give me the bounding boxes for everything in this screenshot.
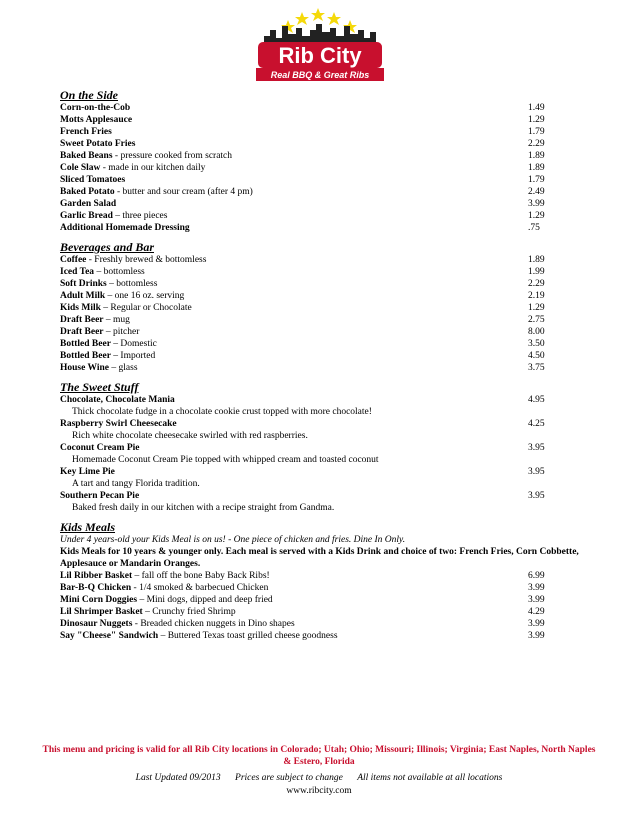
item-description: – fall off the bone Baby Back Ribs! [132, 571, 270, 581]
item-label [60, 186, 253, 198]
item-description: - pressure cooked from scratch [112, 151, 233, 161]
item-description: – glass [109, 363, 138, 373]
item-price: 4.29 [528, 607, 545, 617]
item-label [60, 338, 157, 350]
menu-item [60, 570, 580, 582]
item-name: Corn-on-the-Cob [60, 103, 131, 113]
menu-item [60, 290, 580, 302]
item-name: Key Lime Pie [60, 467, 115, 477]
item-price: 1.29 [528, 211, 545, 221]
item-name: Raspberry Swirl Cheesecake [60, 419, 177, 429]
item-name: Adult Milk [60, 291, 106, 301]
menu-item [60, 630, 580, 642]
menu-item [60, 394, 580, 406]
item-description: - made in our kitchen daily [100, 163, 206, 173]
item-name: Lil Shrimper Basket [60, 607, 143, 617]
item-price: 2.19 [528, 291, 545, 301]
item-label [60, 490, 139, 502]
item-name: Bar-B-Q Chicken [60, 583, 132, 593]
menu-item [60, 186, 580, 198]
item-label [60, 350, 155, 362]
item-price: 6.99 [528, 571, 545, 581]
item-label [60, 442, 140, 454]
validity-note: This menu and pricing is valid for all Rib City locations in Colorado; Utah; Ohio; Missouri; Illinois; Virginia; East Naples, North Naples & Estero, Florida [42, 745, 596, 767]
item-price: 3.99 [528, 619, 545, 629]
item-price: 1.79 [528, 175, 545, 185]
item-name: Sweet Potato Fries [60, 139, 136, 149]
menu-item [60, 222, 580, 234]
item-price: 2.29 [528, 279, 545, 289]
item-price: 3.99 [528, 595, 545, 605]
item-label [60, 138, 135, 150]
item-price: 3.95 [528, 491, 545, 501]
item-label [60, 222, 190, 234]
item-price: 4.50 [528, 351, 545, 361]
item-label [60, 150, 232, 162]
menu-item [60, 150, 580, 162]
item-price: 3.99 [528, 199, 545, 209]
item-label [60, 606, 236, 618]
item-description: - Breaded chicken nuggets in Dino shapes [132, 619, 295, 629]
item-label [60, 254, 206, 266]
item-label [60, 126, 112, 138]
item-price: 1.99 [528, 267, 545, 277]
item-name: Sliced Tomatoes [60, 175, 126, 185]
menu-item [60, 362, 580, 374]
prices-note: Prices are subject to change [235, 773, 343, 783]
menu-item [60, 102, 580, 114]
last-updated: Last Updated 09/2013 [135, 773, 221, 783]
item-name: Garlic Bread [60, 211, 113, 221]
item-description: – Imported [110, 351, 156, 361]
item-label [60, 418, 177, 430]
item-description: – three pieces [112, 211, 168, 221]
item-detail: A tart and tangy Florida tradition. [72, 479, 200, 489]
item-description: – Mini dogs, dipped and deep fried [137, 595, 273, 605]
menu-section [60, 380, 580, 514]
item-price: 8.00 [528, 327, 545, 337]
item-price: 4.95 [528, 395, 545, 405]
item-name: Lil Ribber Basket [60, 571, 133, 581]
menu-item [60, 350, 580, 362]
item-price: 3.95 [528, 443, 545, 453]
item-name: Iced Tea [60, 267, 95, 277]
item-label [60, 630, 338, 642]
item-label [60, 594, 273, 606]
menu-section [60, 240, 580, 374]
item-price: 2.49 [528, 187, 545, 197]
item-detail: Homemade Coconut Cream Pie topped with whipped cream and toasted coconut [72, 455, 379, 465]
website-link[interactable]: www.ribcity.com [286, 786, 352, 796]
menu-item [60, 174, 580, 186]
menu-item [60, 302, 580, 314]
item-price: 3.75 [528, 363, 545, 373]
menu-section [60, 88, 580, 234]
item-price: 3.50 [528, 339, 545, 349]
item-name: Bottled Beer [60, 339, 111, 349]
item-price: 1.29 [528, 115, 545, 125]
item-price: 4.25 [528, 419, 545, 429]
footer-notes [0, 773, 638, 783]
item-label [60, 210, 167, 222]
item-name: Motts Applesauce [60, 115, 133, 125]
item-label [60, 394, 175, 406]
item-name: Coconut Cream Pie [60, 443, 140, 453]
section-note: Under 4 years-old your Kids Meal is on us! - One piece of chicken and fries. Dine In Only. [60, 535, 406, 545]
section-title: Beverages and Bar [60, 240, 154, 254]
item-price: 2.75 [528, 315, 545, 325]
item-detail: Rich white chocolate cheesecake swirled with red raspberries. [72, 431, 308, 441]
item-description: – Crunchy fried Shrimp [142, 607, 236, 617]
item-price: 1.49 [528, 103, 545, 113]
item-label [60, 266, 145, 278]
item-label [60, 362, 138, 374]
item-detail: Thick chocolate fudge in a chocolate cookie crust topped with more chocolate! [72, 407, 372, 417]
item-detail: Baked fresh daily in our kitchen with a recipe straight from Gandma. [72, 503, 335, 513]
menu-item [60, 278, 580, 290]
menu-item [60, 254, 580, 266]
section-title: The Sweet Stuff [60, 380, 139, 394]
item-label [60, 326, 139, 338]
menu-item [60, 606, 580, 618]
item-price: 3.95 [528, 467, 545, 477]
menu-section [60, 520, 580, 642]
menu-item [60, 490, 580, 502]
item-label [60, 162, 205, 174]
item-name: Draft Beer [60, 327, 104, 337]
menu-item [60, 594, 580, 606]
menu-item [60, 266, 580, 278]
menu-item [60, 162, 580, 174]
item-name: Soft Drinks [60, 279, 107, 289]
menu-item [60, 126, 580, 138]
item-name: Baked Beans [60, 151, 113, 161]
menu-item [60, 210, 580, 222]
item-price: 1.89 [528, 163, 545, 173]
availability-note: All items not available at all locations [357, 773, 503, 783]
item-label [60, 114, 132, 126]
item-description: - 1/4 smoked & barbecued Chicken [131, 583, 269, 593]
item-description: – mug [103, 315, 130, 325]
menu-item [60, 466, 580, 478]
menu-item [60, 418, 580, 430]
item-name: Kids Milk [60, 303, 101, 313]
section-title: On the Side [60, 88, 119, 102]
item-description: – one 16 oz. serving [105, 291, 185, 301]
menu-item [60, 442, 580, 454]
item-price: 1.79 [528, 127, 545, 137]
rib-city-logo [250, 6, 390, 84]
item-label [60, 290, 184, 302]
section-intro: Kids Meals for 10 years & younger only. Each meal is served with a Kids Drink and choice of two: French Fries, Corn Cobbette, Applesauce or Mandarin Oranges. [60, 547, 579, 569]
item-label [60, 466, 115, 478]
item-label [60, 582, 268, 594]
menu-item [60, 314, 580, 326]
item-description: - butter and sour cream (after 4 pm) [114, 187, 253, 197]
item-name: Say "Cheese" Sandwich [60, 631, 159, 641]
item-label [60, 302, 192, 314]
logo-name: Rib City [278, 43, 362, 68]
item-label [60, 198, 116, 210]
item-label [60, 314, 130, 326]
item-name: Draft Beer [60, 315, 104, 325]
item-name: Additional Homemade Dressing [60, 223, 190, 233]
item-description: – Domestic [110, 339, 157, 349]
item-description: - Freshly brewed & bottomless [86, 255, 207, 265]
menu-item [60, 138, 580, 150]
item-name: Dinosaur Nuggets [60, 619, 133, 629]
item-name: Chocolate, Chocolate Mania [60, 395, 175, 405]
item-price: 3.99 [528, 631, 545, 641]
item-name: Bottled Beer [60, 351, 111, 361]
item-label [60, 102, 130, 114]
menu-item [60, 582, 580, 594]
item-description: – bottomless [106, 279, 158, 289]
item-description: – pitcher [103, 327, 140, 337]
item-price: 1.29 [528, 303, 545, 313]
item-price: 1.89 [528, 151, 545, 161]
item-price: .75 [528, 223, 540, 233]
item-description: – Regular or Chocolate [100, 303, 192, 313]
item-name: Coffee [60, 255, 87, 265]
menu-content [60, 88, 580, 642]
menu-item [60, 198, 580, 210]
menu-item [60, 618, 580, 630]
menu-item [60, 338, 580, 350]
item-label [60, 570, 270, 582]
item-label [60, 174, 125, 186]
item-price: 1.89 [528, 255, 545, 265]
item-label [60, 618, 295, 630]
item-name: French Fries [60, 127, 112, 137]
menu-item [60, 114, 580, 126]
item-name: House Wine [60, 363, 110, 373]
logo-tagline: Real BBQ & Great Ribs [270, 70, 370, 80]
item-name: Garden Salad [60, 199, 117, 209]
item-description: – Buttered Texas toast grilled cheese goodness [158, 631, 338, 641]
item-price: 3.99 [528, 583, 545, 593]
item-name: Mini Corn Doggies [60, 595, 138, 605]
menu-item [60, 326, 580, 338]
item-price: 2.29 [528, 139, 545, 149]
item-name: Cole Slaw [60, 163, 101, 173]
item-name: Southern Pecan Pie [60, 491, 140, 501]
item-description: – bottomless [94, 267, 145, 277]
item-name: Baked Potato [60, 187, 115, 197]
section-title: Kids Meals [60, 520, 116, 534]
item-label [60, 278, 157, 290]
